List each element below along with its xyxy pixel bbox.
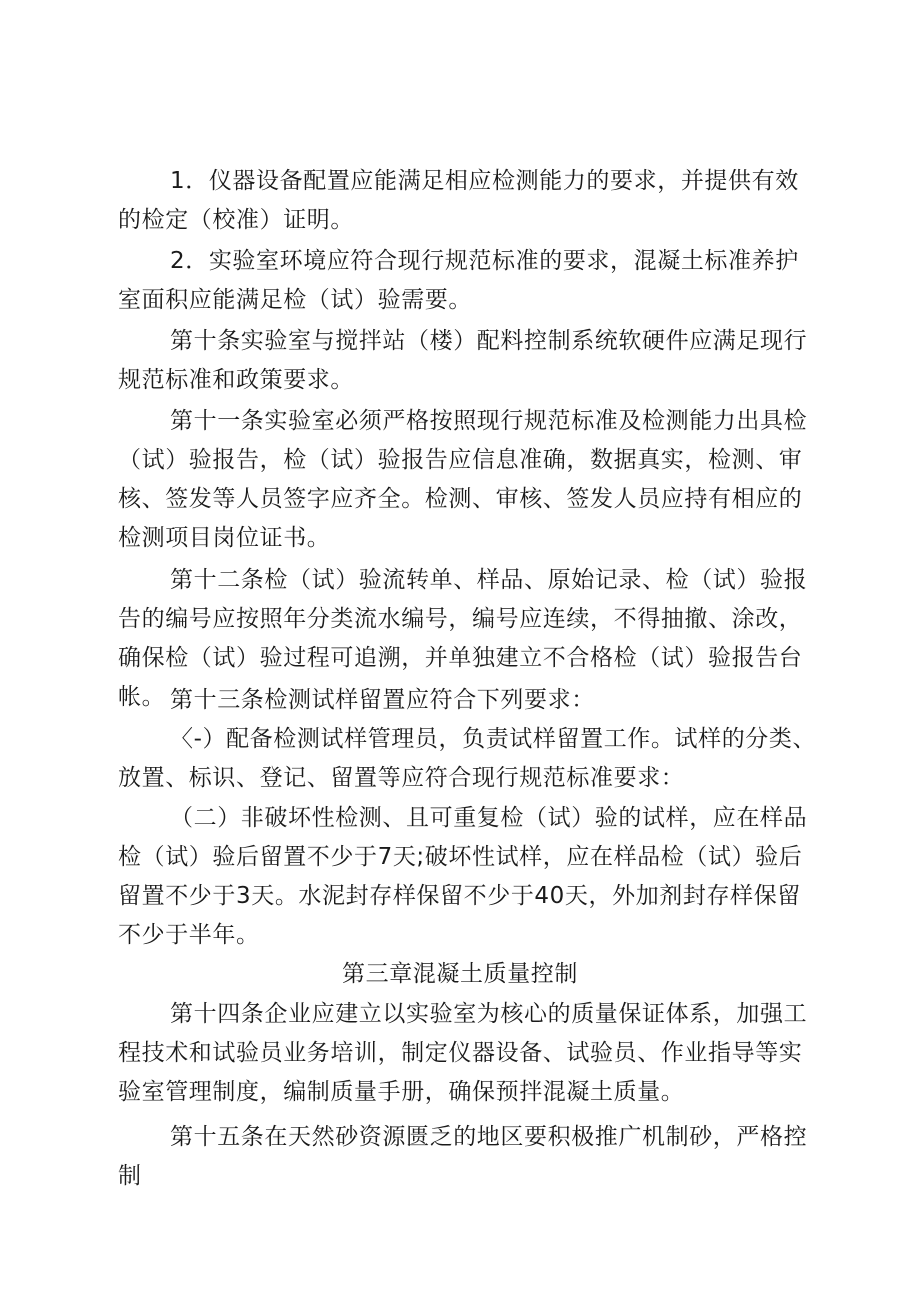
paragraph-item-2: 2．实验室环境应符合现行规范标准的要求，混凝土标准养护室面积应能满足检（试）验需要。 (118, 248, 799, 313)
paragraph-article-15: 第十五条在天然砂资源匮乏的地区要积极推广机制砂，严格控制 (118, 1124, 808, 1189)
paragraph-article-11: 第十一条实验室必须严格按照现行规范标准及检测能力出具检（试）验报告，检（试）验报告应信息准确，数据真实，检测、审核、签发等人员签字应齐全。检测、审核、签发人员应持有相应的检测项目岗位证书。 (118, 408, 808, 551)
paragraph-article-10: 第十条实验室与搅拌站（楼）配料控制系统软硬件应满足现行规范标准和政策要求。 (118, 328, 808, 393)
paragraph-article-14: 第十四条企业应建立以实验室为核心的质量保证体系，加强工程技术和试验员业务培训，制定仪器设备、试验员、作业指导等实验室管理制度，编制质量手册，确保预拌混凝土质量。 (118, 1001, 808, 1105)
chapter-heading: 第三章混凝土质量控制 (342, 961, 578, 987)
paragraph-sub-item-2: （二）非破坏性检测、且可重复检（试）验的试样，应在样品检（试）验后留置不少于7天;破坏性试样，应在样品检（试）验后留置不少于3天。水泥封存样保留不少于40天，外加剂封存样保留不少于半年。 (118, 805, 808, 948)
paragraph-sub-item-1: 〈-）配备检测试样管理员，负责试样留置工作。试样的分类、放置、标识、登记、留置等应符合现行规范标准要求： (118, 726, 817, 791)
paragraph-article-12: 第十二条检（试）验流转单、样品、原始记录、检（试）验报告的编号应按照年分类流水编号，编号应连续，不得抽撤、涂改，确保检（试）验过程可追溯，并单独建立不合格检（试）验报告台帐。 (118, 567, 808, 710)
paragraph-article-13: 第十三条检测试样留置应符合下列要求： (170, 687, 595, 713)
paragraph-item-1: 1．仪器设备配置应能满足相应检测能力的要求，并提供有效的检定（校准）证明。 (118, 168, 799, 233)
